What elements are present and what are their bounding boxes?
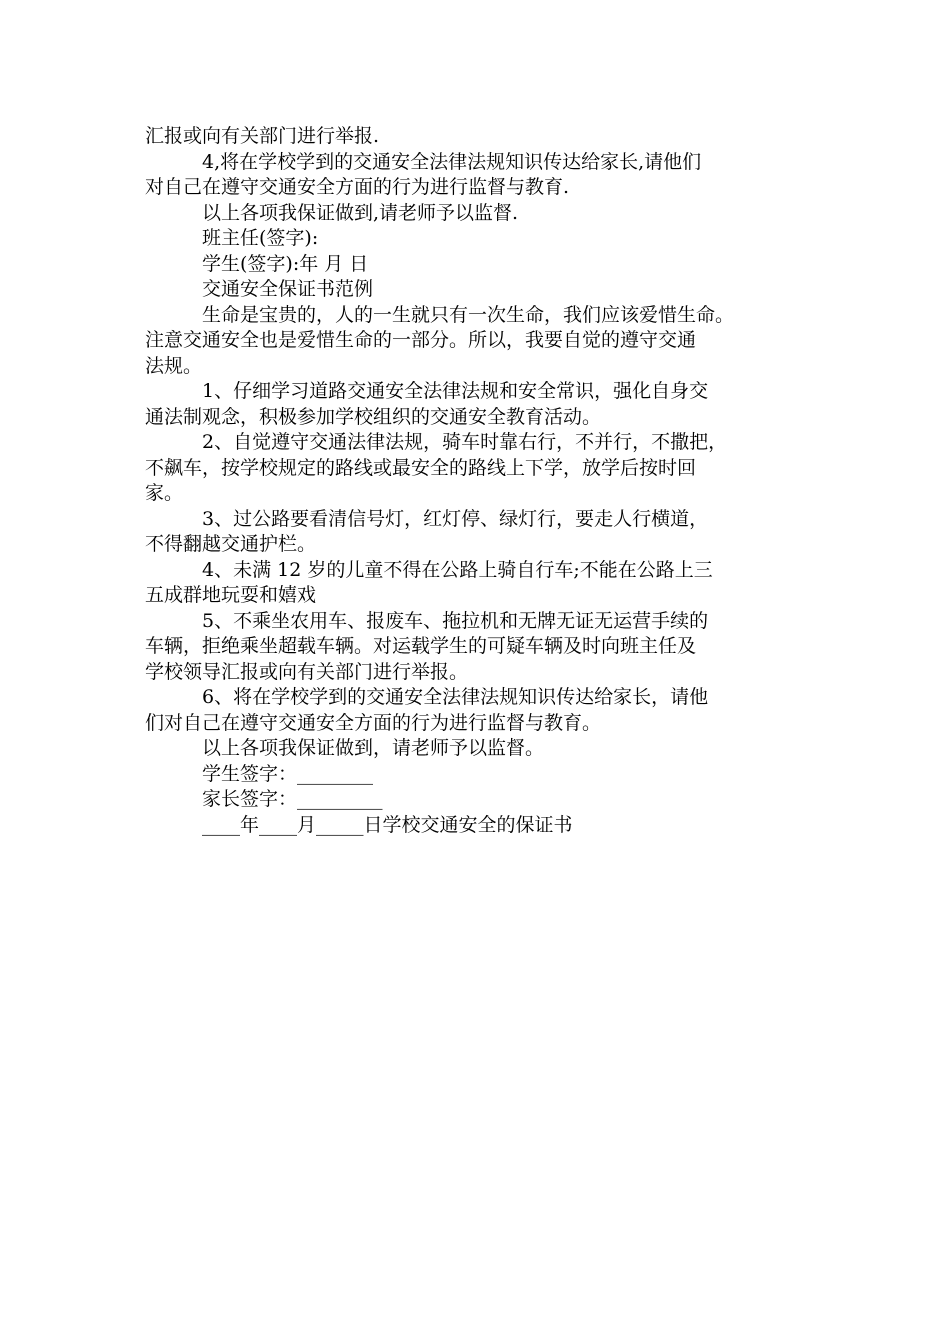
section-title: 交通安全保证书范例 (202, 278, 374, 300)
parent-signature-line: 家长签字：_________ (202, 788, 383, 810)
list-item: 5、不乘坐农用车、报废车、拖拉机和无牌无证无运营手续的 (202, 609, 709, 632)
text-line: 法规。 (145, 354, 203, 377)
date-line: ____年____月_____日学校交通安全的保证书 (202, 813, 573, 836)
text-line: 通法制观念，积极参加学校组织的交通安全教育活动。 (145, 405, 602, 428)
document-body (145, 124, 815, 838)
text-line: 4,将在学校学到的交通安全法律法规知识传达给家长,请他们 (202, 150, 702, 173)
text-line: 们对自己在遵守交通安全方面的行为进行监督与教育。 (145, 711, 602, 734)
text-line: 不得翻越交通护栏。 (145, 533, 317, 555)
student-signature-line: 学生签字：________ (202, 762, 374, 785)
text-line: 家。 (145, 482, 184, 504)
text-line: 汇报或向有关部门进行举报. (145, 125, 380, 147)
text-line: 以上各项我保证做到,请老师予以监督. (202, 201, 519, 224)
text-line: 不飙车，按学校规定的路线或最安全的路线上下学，放学后按时回 (145, 456, 697, 479)
list-item: 4、未满 12 岁的儿童不得在公路上骑自行车;不能在公路上三 (202, 558, 713, 581)
list-item: 2、自觉遵守交通法律法规，骑车时靠右行，不并行，不撒把， (202, 431, 728, 453)
text-line: 学校领导汇报或向有关部门进行举报。 (145, 660, 469, 683)
text-line: 五成群地玩耍和嬉戏 (145, 584, 317, 606)
text-line: 学生(签字):年 月 日 (202, 252, 369, 275)
text-line: 以上各项我保证做到，请老师予以监督。 (202, 737, 545, 759)
list-item: 6、将在学校学到的交通安全法律法规知识传达给家长，请他 (202, 686, 709, 708)
list-item: 1、仔细学习道路交通安全法律法规和安全常识，强化自身交 (202, 380, 709, 402)
text-line: 车辆，拒绝乘坐超载车辆。对运载学生的可疑车辆及时向班主任及 (145, 635, 697, 657)
text-line: 对自己在遵守交通安全方面的行为进行监督与教育. (145, 176, 570, 198)
text-line: 注意交通安全也是爱惜生命的一部分。所以，我要自觉的遵守交通 (145, 329, 697, 351)
text-line: 生命是宝贵的，人的一生就只有一次生命，我们应该爱惜生命。 (202, 303, 735, 326)
list-item: 3、过公路要看清信号灯，红灯停、绿灯行，要走人行横道， (202, 507, 709, 530)
text-line: 班主任(签字): (202, 227, 319, 249)
